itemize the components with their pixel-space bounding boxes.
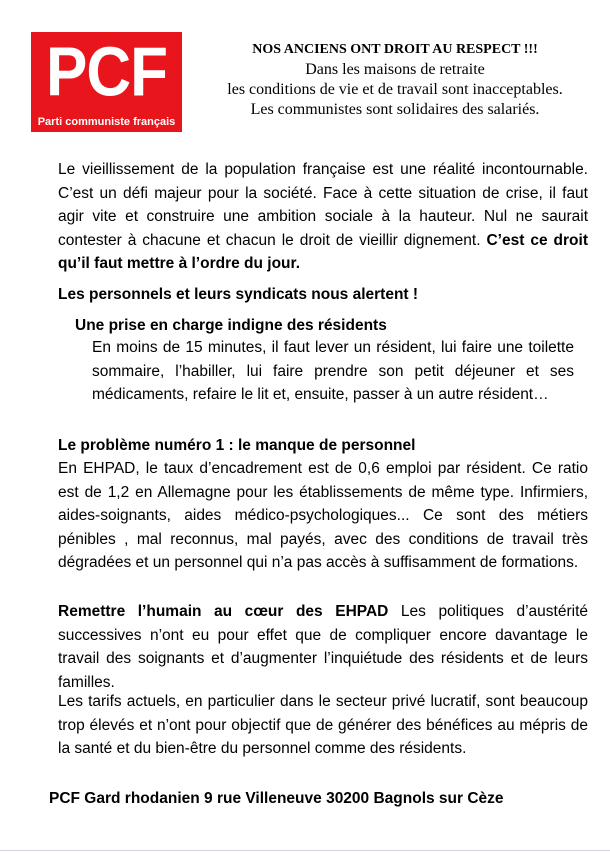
section2-heading: Le problème numéro 1 : le manque de personnel: [58, 437, 416, 454]
intro-text: Le vieillissement de la population française est une réalité incontournable. C’est un défi majeur pour la société. Face à cette situation de crise, il faut agir vite et construire une ambition sociale à la hauteur. Nul ne saurait contester à chacune et chacun le droit de vieillir dignement.: [58, 161, 588, 249]
bottom-divider: [0, 850, 610, 851]
footer-address: PCF Gard rhodanien 9 rue Villeneuve 30200 Bagnols sur Cèze: [49, 790, 504, 807]
intro-emphasis: C’est ce droit qu’il faut mettre à l’ordre du jour.: [58, 231, 588, 272]
logo-wordmark: PCF: [46, 33, 167, 112]
section2-text: En EHPAD, le taux d’encadrement est de 0,6 emploi par résident. Ce ratio est de 1,2 en Allemagne pour les établissements de même type. Infirmiers, aides-soignants, aides médico-psychologiques... Ce sont des métiers pénibles , mal reconnus, mal payés, avec des conditions de travail très dégradées et un personnel qui n’a pas accès à suffisamment de formations.: [58, 460, 588, 571]
header-line-3: les conditions de vie et de travail sont inacceptables.: [227, 81, 563, 98]
header-line-2: Dans les maisons de retraite: [305, 61, 485, 78]
header-block: [200, 40, 590, 120]
header-line-4: Les communistes sont solidaires des salariés.: [250, 101, 540, 118]
alert-heading: Les personnels et leurs syndicats nous alertent !: [58, 286, 419, 303]
section3-heading: Remettre l’humain au cœur des EHPAD: [58, 603, 389, 620]
header-title: NOS ANCIENS ONT DROIT AU RESPECT !!!: [252, 42, 538, 57]
intro-paragraph: [58, 158, 588, 276]
section3-text: Les politiques d’austérité successives n’ont eu pour effet que de compliquer encore davantage le travail des soignants et d’augmenter l’inquiétude des résidents et de leurs familles.: [58, 603, 588, 691]
section1-text: En moins de 15 minutes, il faut lever un résident, lui faire une toilette sommaire, l’habiller, lui faire prendre son petit déjeuner et ses médicaments, refaire le lit et, ensuite, passer à un autre résident…: [92, 339, 574, 403]
section3-paragraph: [58, 600, 588, 694]
section1-heading: Une prise en charge indigne des résidents: [75, 317, 387, 334]
logo-subtitle: Parti communiste français: [37, 116, 176, 128]
section3-text2: Les tarifs actuels, en particulier dans le secteur privé lucratif, sont beaucoup trop élevés et n’ont pour objectif que de générer des bénéfices au mépris de la santé et du bien-être du personnel comme des résidents.: [58, 693, 588, 757]
pcf-logo: [31, 32, 182, 132]
